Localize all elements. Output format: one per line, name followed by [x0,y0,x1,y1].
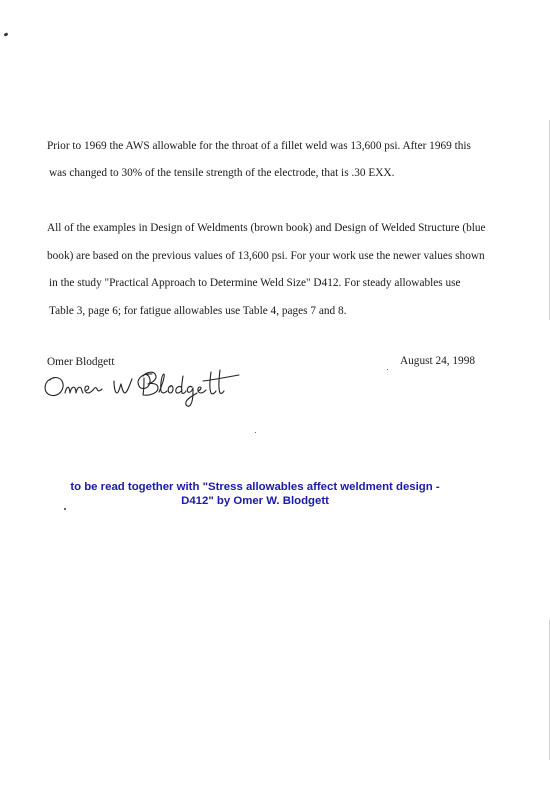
paragraph-1-line-1: Prior to 1969 the AWS allowable for the throat of a fillet weld was 13,600 psi. After 1969 this [47,140,471,152]
paragraph-2-line-1: All of the examples in Design of Weldments (brown book) and Design of Welded Structure (blue [47,222,486,234]
document-date: August 24, 1998 [400,355,476,367]
reference-note-line-1: to be read together with "Stress allowables affect weldment design - [70,481,440,493]
scan-mark [4,32,9,37]
scan-dot [64,508,66,510]
scan-dot [255,432,256,433]
paragraph-2-line-4: Table 3, page 6; for fatigue allowables use Table 4, pages 7 and 8. [49,305,347,317]
paragraph-2-line-3: in the study "Practical Approach to Determine Weld Size" D412. For steady allowables use [49,277,461,289]
paragraph-1-line-2: was changed to 30% of the tensile strength of the electrode, that is .30 EXX. [49,167,395,179]
paragraph-2-line-2: book) are based on the previous values of 13,600 psi. For your work use the newer values shown [47,250,485,262]
reference-note-line-2: D412" by Omer W. Blodgett [181,495,329,507]
reference-note [60,480,450,508]
author-name: Omer Blodgett [47,356,115,368]
handwritten-signature [40,362,250,410]
scan-dot [387,369,388,370]
